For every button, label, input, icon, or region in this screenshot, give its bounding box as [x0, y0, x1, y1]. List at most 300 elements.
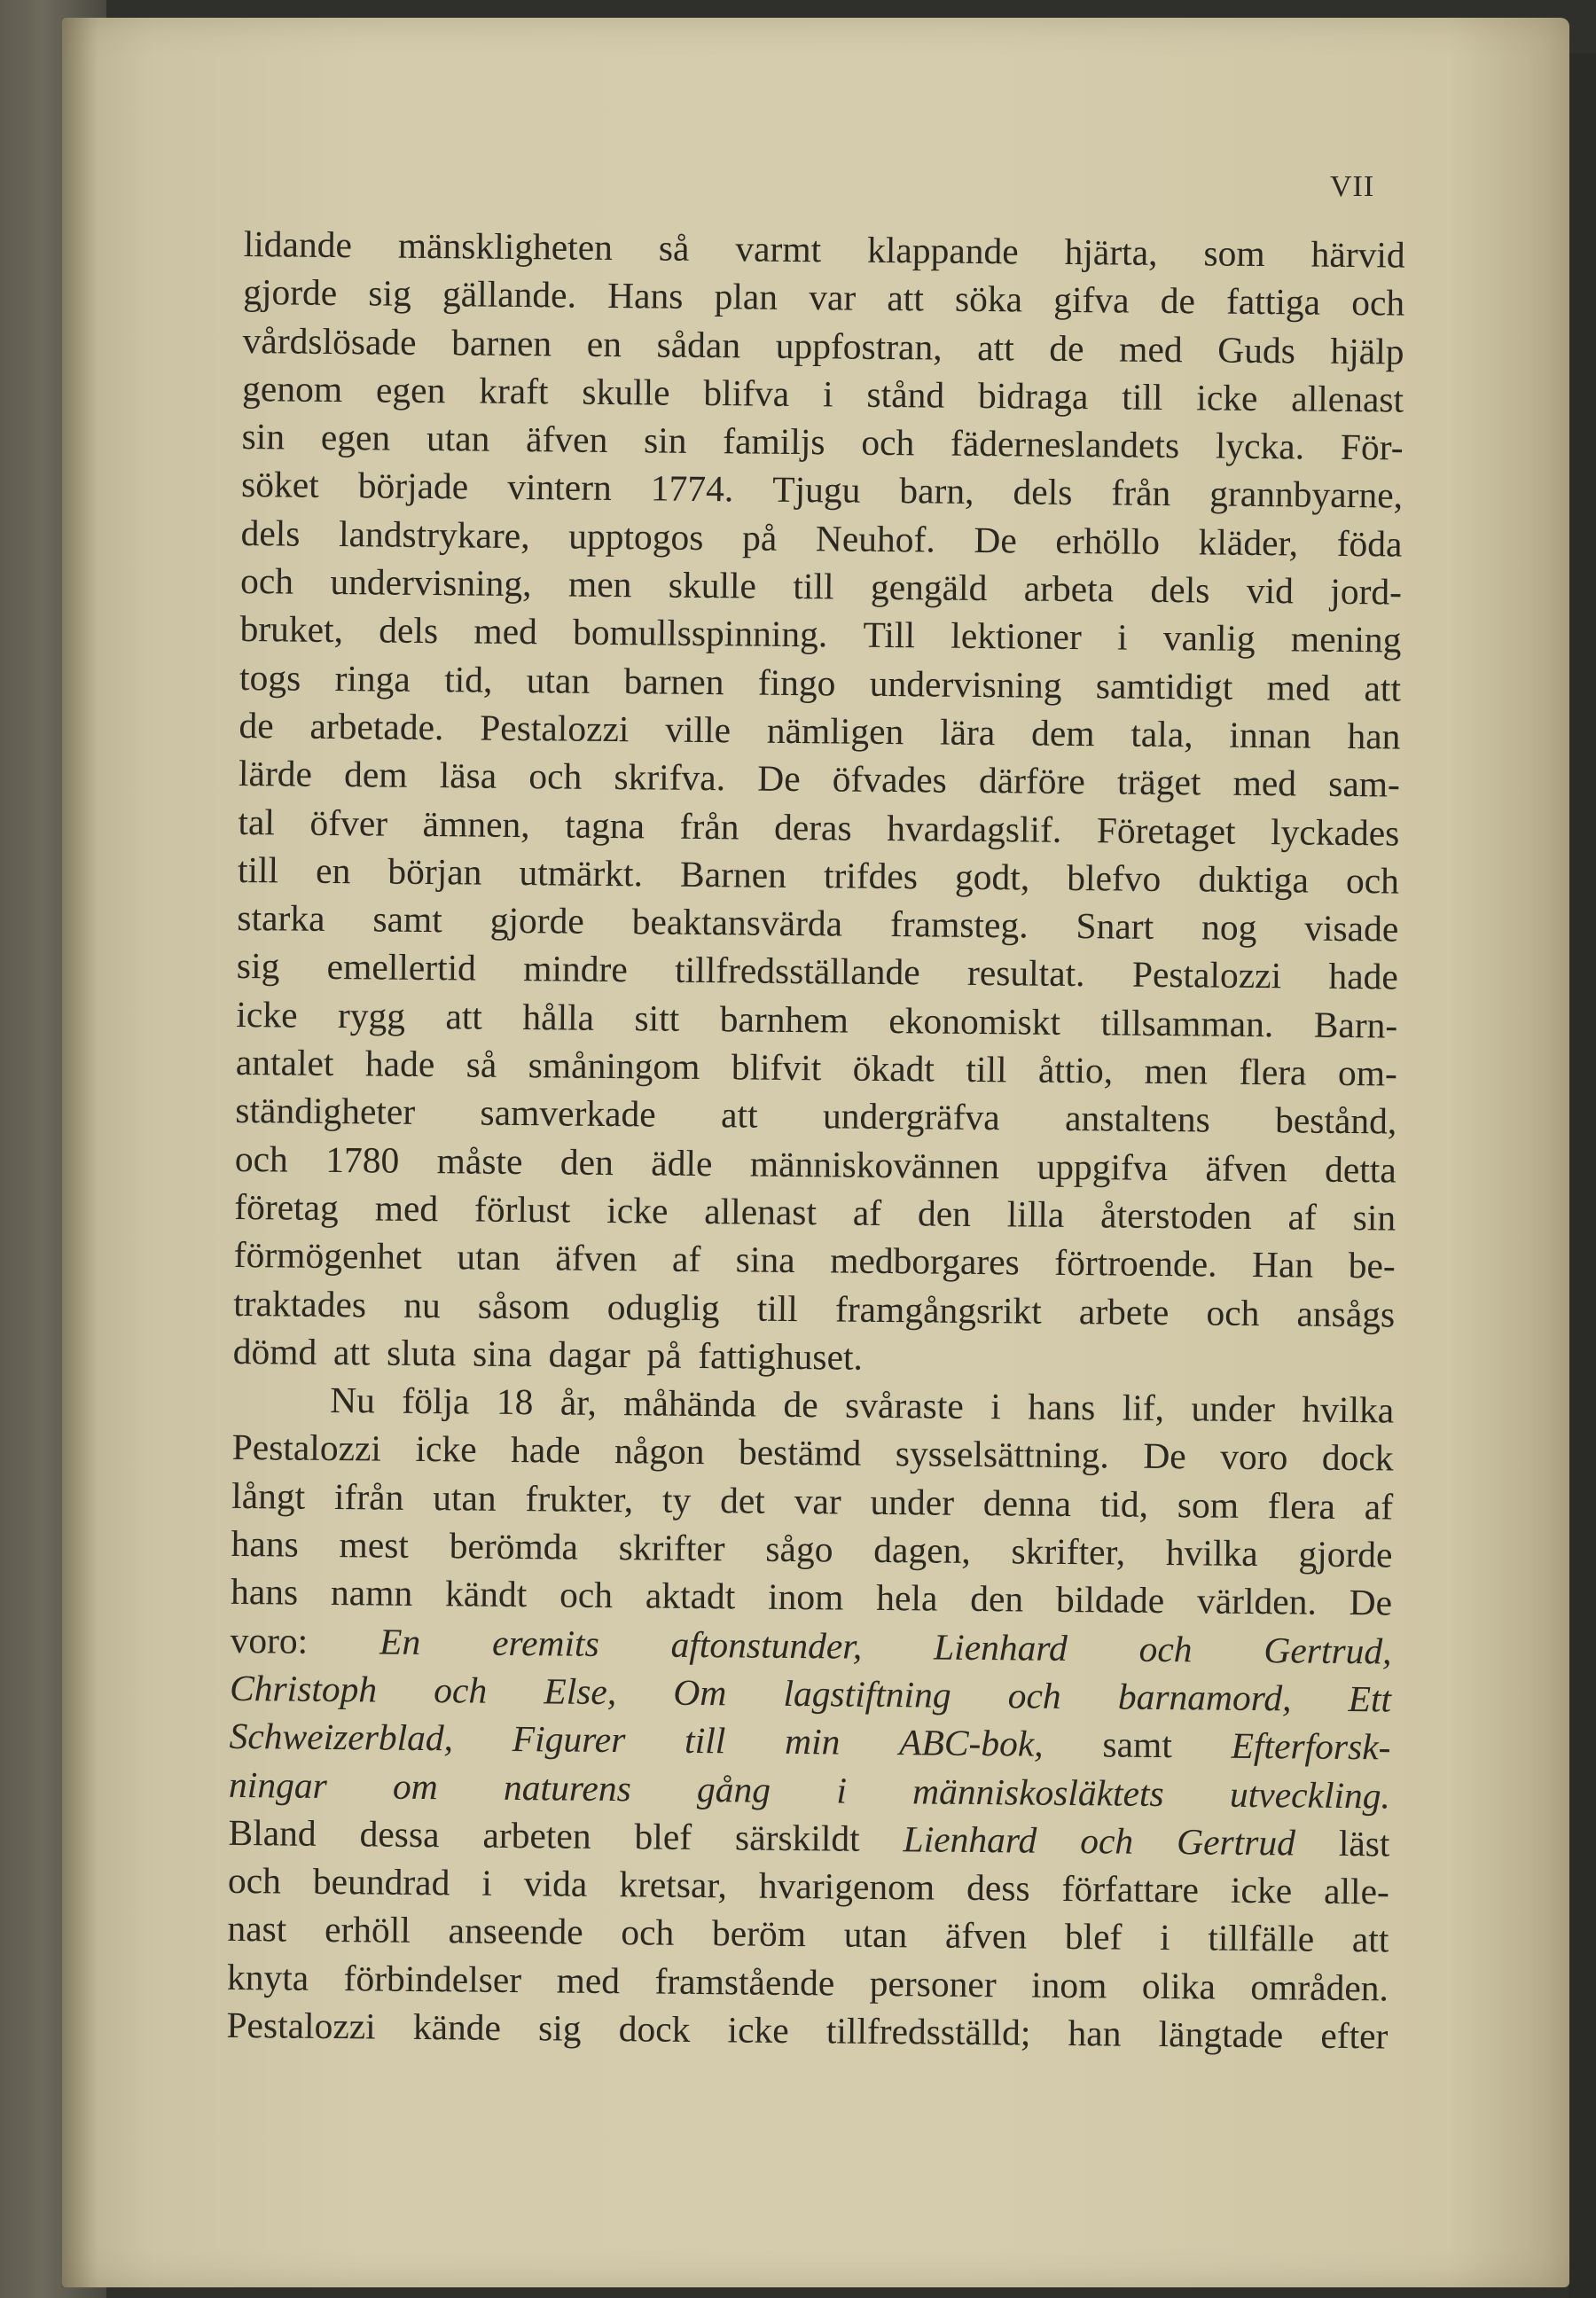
word: dömd	[232, 1330, 317, 1372]
word: En	[379, 1621, 421, 1662]
book-cover-right	[1569, 53, 1596, 2298]
word: han	[1347, 715, 1401, 757]
word: förbindelser	[343, 1957, 522, 2000]
word: framgångsrikt	[834, 1287, 1043, 1332]
word: undervisning,	[330, 561, 532, 605]
word: tillfredsställande	[674, 950, 920, 993]
word: dagen,	[873, 1528, 971, 1571]
word: lära	[939, 711, 996, 754]
word: De	[974, 519, 1018, 561]
word: de	[1049, 327, 1084, 369]
word: svåraste	[844, 1384, 965, 1426]
word: framstående	[654, 1960, 835, 2004]
word: och	[1351, 282, 1405, 324]
word: Om	[673, 1671, 727, 1714]
word: De	[1349, 1582, 1393, 1623]
word: att	[887, 277, 925, 319]
word: var	[794, 1480, 841, 1522]
word: på	[741, 517, 778, 559]
word: med	[1118, 328, 1183, 370]
word: voro:	[230, 1619, 309, 1661]
word: vårdslösade	[242, 319, 417, 363]
word: dock	[618, 2008, 691, 2050]
word: icke	[1230, 1869, 1293, 1911]
word: läsa	[439, 754, 497, 797]
word: fäderneslandets	[950, 422, 1180, 466]
word: dels	[379, 609, 439, 652]
word: och	[528, 755, 583, 797]
word: till	[793, 566, 834, 607]
word: Neuhof.	[815, 517, 935, 560]
word: i	[1159, 1917, 1170, 1958]
word: frukter,	[525, 1477, 634, 1520]
word: följa	[402, 1380, 470, 1422]
word: började	[357, 465, 469, 507]
word: som	[1177, 1483, 1240, 1526]
word: bestånd,	[1274, 1099, 1397, 1142]
word: och	[861, 421, 915, 464]
word: såsom	[477, 1285, 570, 1327]
word: människovännen	[749, 1143, 1000, 1186]
word: visade	[1304, 907, 1399, 950]
word: gällande.	[442, 273, 577, 316]
word: Pestalozzi	[1131, 954, 1282, 997]
word: tagna	[565, 804, 645, 846]
word: Pestalozzi	[479, 707, 630, 750]
word: dels	[240, 512, 301, 554]
word: mening	[1290, 618, 1402, 660]
word: i	[481, 1862, 493, 1903]
word: gjorde	[489, 899, 585, 942]
word: skrifva.	[614, 756, 726, 799]
word: vintern	[507, 466, 613, 509]
word: tala,	[1130, 713, 1193, 755]
word: hvilka	[1302, 1388, 1395, 1431]
word: Efterforsk-	[1231, 1724, 1391, 1768]
word: tillsamman.	[1100, 1002, 1274, 1044]
word: mänskligheten	[397, 224, 614, 268]
word: under	[1191, 1387, 1276, 1430]
word: om-	[1337, 1051, 1398, 1094]
word: undervisning	[869, 662, 1062, 706]
word: äfven	[555, 1237, 638, 1279]
word: träget	[1116, 761, 1201, 803]
word: måhända	[623, 1382, 757, 1425]
word: blefvo	[1067, 856, 1162, 899]
word: hvardagslif.	[886, 807, 1062, 850]
word: Pestalozzi	[231, 1426, 382, 1469]
word: anstaltens	[1064, 1098, 1210, 1140]
word: ifrån	[333, 1475, 404, 1518]
word: söka	[954, 278, 1023, 320]
word: sig	[537, 2007, 582, 2049]
word: undergräfva	[822, 1095, 1000, 1138]
word: Lienhard	[903, 1818, 1037, 1861]
word: öfver	[309, 801, 388, 844]
word: beröm	[711, 1912, 807, 1955]
word: och	[559, 1574, 614, 1616]
word: fingo	[757, 661, 836, 704]
word: en	[315, 849, 351, 892]
word: vida	[523, 1863, 588, 1904]
word: Bland	[228, 1811, 317, 1854]
word: De	[757, 757, 801, 800]
word: sin	[643, 419, 687, 461]
word: dels	[1013, 471, 1073, 513]
word: af	[671, 1238, 701, 1280]
word: hade	[1328, 956, 1399, 997]
word: och	[1206, 1292, 1260, 1333]
word: till	[684, 1720, 726, 1762]
word: ständigheter	[235, 1090, 416, 1133]
word: till	[756, 1287, 799, 1329]
word: traktades	[233, 1282, 367, 1325]
word: fattiga	[1225, 280, 1321, 323]
word: dock	[1321, 1437, 1394, 1479]
word: uppfostran,	[775, 324, 943, 368]
word: och	[621, 1911, 675, 1954]
word: För-	[1340, 426, 1404, 468]
word: vanlig	[1162, 617, 1256, 660]
word: dessa	[359, 1813, 440, 1855]
word: de	[783, 1384, 818, 1426]
word: Han	[1251, 1244, 1314, 1286]
word: kläder,	[1198, 521, 1299, 564]
word: utan	[457, 1236, 521, 1278]
word: så	[658, 227, 690, 269]
word: arbetade.	[309, 705, 444, 748]
word: samtidigt	[1095, 664, 1233, 707]
word: en	[586, 323, 622, 364]
word: af	[852, 1192, 882, 1233]
word: ningar	[228, 1763, 327, 1806]
word: oduglig	[606, 1286, 720, 1328]
word: godt,	[954, 856, 1030, 898]
word: resultat.	[966, 952, 1085, 995]
word: aktadt	[645, 1575, 736, 1617]
word: utan	[526, 659, 591, 701]
word: utan	[426, 418, 490, 459]
word: upptogos	[568, 515, 704, 558]
word: flera	[1267, 1484, 1336, 1527]
word: gengäld	[870, 566, 988, 609]
word: barnen	[451, 321, 552, 363]
word: sysselsättning.	[895, 1433, 1110, 1476]
word: medborgares	[829, 1239, 1021, 1283]
word: öfvades	[832, 758, 948, 801]
word: voro	[1220, 1436, 1288, 1478]
word: åttio,	[1037, 1049, 1114, 1091]
word: att	[720, 1094, 758, 1136]
word: sin	[241, 416, 286, 457]
word: områden.	[1250, 1966, 1389, 2009]
word: lif,	[1122, 1387, 1165, 1429]
word: och	[239, 560, 294, 602]
word: klappande	[866, 229, 1019, 272]
word: De	[1143, 1435, 1186, 1477]
word: trifdes	[823, 855, 919, 897]
word: längtade	[1158, 2013, 1284, 2056]
word: arbeta	[1023, 567, 1115, 610]
word: duktiga	[1198, 858, 1310, 901]
word: icke	[236, 993, 298, 1036]
word: naturens	[503, 1766, 631, 1809]
word: beundrad	[312, 1860, 450, 1903]
word: förtroende.	[1054, 1242, 1217, 1285]
word: berömda	[449, 1525, 579, 1567]
word: Barn-	[1313, 1004, 1398, 1046]
word: skrifter,	[1011, 1530, 1126, 1573]
word: men	[1144, 1050, 1209, 1092]
word: gjorde	[242, 271, 338, 314]
word: föda	[1336, 522, 1403, 565]
word: blef	[634, 1816, 692, 1857]
word: världen.	[1196, 1580, 1318, 1622]
word: 1780	[325, 1138, 400, 1181]
word: förlust	[473, 1188, 571, 1231]
word: framsteg.	[889, 903, 1029, 946]
word: småningom	[528, 1044, 700, 1088]
word: författare	[1061, 1868, 1200, 1911]
word: erhöll	[324, 1909, 411, 1951]
word: olika	[1141, 1965, 1217, 2007]
page-number: VII	[1330, 170, 1375, 203]
word: tid,	[1099, 1483, 1149, 1525]
word: Schweizerblad,	[229, 1716, 454, 1759]
word: i	[836, 1769, 848, 1811]
word: hans	[230, 1571, 299, 1613]
word: hjärta,	[1064, 231, 1158, 273]
word: bildade	[1055, 1579, 1165, 1622]
word: erhöllo	[1055, 520, 1161, 562]
word: utan	[433, 1476, 497, 1519]
word: nu	[403, 1284, 441, 1325]
word: plan	[714, 276, 778, 318]
word: 18	[496, 1380, 534, 1423]
word: icke	[415, 1428, 477, 1471]
word: icke	[727, 2009, 789, 2051]
word: aftonstunder,	[670, 1623, 863, 1667]
word: uppgifva	[1037, 1145, 1169, 1188]
word: ABC-bok,	[898, 1722, 1044, 1764]
word: hålla	[522, 996, 595, 1038]
word: tillfälle	[1208, 1917, 1315, 1960]
word: ämnen,	[422, 802, 530, 845]
word: på	[646, 1334, 682, 1376]
word: allenast	[1291, 378, 1404, 420]
word: barnen	[623, 660, 724, 702]
word: det	[719, 1479, 766, 1521]
word: söket	[240, 464, 319, 506]
word: familjs	[723, 420, 825, 463]
word: hjälp	[1330, 330, 1404, 372]
word: 1774.	[650, 467, 734, 510]
page-gutter	[62, 18, 98, 2287]
word: att	[977, 326, 1014, 368]
word: i	[1116, 616, 1128, 658]
word: Guds	[1217, 329, 1296, 371]
word: år,	[559, 1381, 598, 1424]
word: samverkade	[480, 1091, 656, 1135]
word: dem	[1030, 712, 1095, 754]
word: bestämd	[738, 1431, 862, 1474]
word: alle-	[1323, 1870, 1390, 1912]
word: Nu	[330, 1380, 376, 1421]
word: bomullsspinning.	[572, 611, 828, 655]
word: lyckades	[1270, 810, 1400, 854]
word: efter	[1320, 2014, 1389, 2057]
word: den	[970, 1578, 1024, 1620]
word: sin	[1352, 1196, 1396, 1239]
word: den	[559, 1141, 614, 1183]
word: nast	[227, 1908, 287, 1950]
word: sluta	[386, 1332, 457, 1374]
word: genom	[241, 367, 343, 410]
word: till	[237, 848, 279, 891]
word: Snart	[1076, 905, 1154, 948]
word: äfven	[944, 1915, 1028, 1957]
word: hvilka	[1165, 1532, 1258, 1575]
word: sitt	[634, 997, 680, 1039]
word: att	[445, 995, 483, 1037]
word: människosläktets	[911, 1770, 1164, 1814]
word: anseende	[448, 1910, 583, 1953]
word: skulle	[582, 371, 670, 413]
word: starka	[237, 897, 325, 940]
word: ädle	[651, 1142, 713, 1184]
word: fattighuset.	[698, 1334, 864, 1378]
word: mindre	[523, 948, 629, 990]
word: stånd	[866, 373, 945, 416]
word: om	[392, 1765, 438, 1807]
word: arbeten	[482, 1814, 591, 1856]
word: jord-	[1330, 570, 1403, 613]
word: till	[966, 1048, 1007, 1090]
word: Christoph	[229, 1667, 378, 1710]
word: ansågs	[1296, 1292, 1396, 1335]
word: sina	[735, 1239, 795, 1281]
word: emellertid	[326, 946, 477, 989]
word: därföre	[978, 760, 1086, 802]
word: och	[1345, 859, 1400, 902]
word: blef	[1064, 1916, 1123, 1958]
word: nämligen	[766, 709, 904, 753]
word: rygg	[337, 994, 406, 1036]
word: med	[1232, 762, 1297, 804]
word: inom	[1030, 1964, 1107, 2006]
word: arbete	[1078, 1290, 1170, 1333]
word: flera	[1239, 1051, 1307, 1093]
word: dagar	[548, 1333, 631, 1376]
word: gång	[696, 1768, 771, 1810]
word: med	[1266, 666, 1331, 708]
word: tid,	[444, 658, 493, 700]
word: icke	[606, 1189, 669, 1231]
word: och	[1007, 1675, 1061, 1716]
word: tal	[238, 801, 276, 842]
word: hans	[1028, 1386, 1096, 1428]
word: Företaget	[1096, 809, 1236, 852]
word: ekonomiskt	[888, 999, 1061, 1043]
word: beaktansvärda	[631, 901, 843, 944]
word: barn,	[899, 470, 974, 512]
word: han	[1068, 2013, 1122, 2054]
word: sam-	[1327, 763, 1401, 805]
word: den	[917, 1192, 972, 1234]
word: till	[1122, 376, 1163, 418]
word: gifva	[1053, 279, 1130, 321]
word: lidande	[243, 223, 353, 266]
word: togs	[239, 656, 301, 699]
word: Till	[863, 614, 916, 656]
word: från	[679, 805, 739, 847]
word: läst	[1338, 1822, 1390, 1864]
word: ringa	[334, 657, 411, 700]
word: lilla	[1006, 1193, 1065, 1235]
word: med	[556, 1959, 621, 2001]
word: utan	[843, 1913, 908, 1956]
word: dess	[966, 1867, 1030, 1909]
word: varmt	[735, 228, 822, 270]
word: med	[473, 610, 538, 653]
word: så	[466, 1043, 497, 1085]
word: gjorde	[1298, 1533, 1393, 1575]
word: kände	[412, 2005, 502, 2048]
word: dem	[343, 754, 408, 796]
word: knyta	[226, 1956, 309, 1998]
word: blifva	[703, 371, 790, 414]
word: Barnen	[679, 853, 787, 895]
word: af	[1287, 1196, 1318, 1238]
word: Figurer	[512, 1718, 626, 1761]
word: lagstiftning	[783, 1672, 951, 1716]
word: samt	[1102, 1724, 1173, 1766]
word: med	[374, 1187, 439, 1230]
word: företag	[234, 1185, 340, 1229]
word: be-	[1348, 1245, 1396, 1286]
word: Gertrud,	[1264, 1629, 1392, 1672]
word: från	[1111, 472, 1171, 514]
word: nog	[1201, 906, 1257, 949]
word: Lienhard	[933, 1626, 1068, 1669]
word: barnhem	[719, 997, 849, 1041]
word: återstoden	[1099, 1194, 1252, 1237]
word: någon	[614, 1430, 705, 1473]
word: och	[234, 1137, 288, 1180]
word: dels	[1150, 568, 1210, 611]
word: Gertrud	[1176, 1820, 1296, 1864]
word: vid	[1246, 569, 1295, 612]
word: bidraga	[977, 374, 1089, 418]
word: kändt	[444, 1573, 528, 1615]
word: att	[1351, 1919, 1389, 1960]
word: eremits	[491, 1622, 599, 1664]
word: förmögenhet	[233, 1234, 423, 1278]
word: sådan	[656, 324, 741, 365]
word: blifvit	[731, 1046, 822, 1089]
word: måste	[436, 1139, 523, 1182]
word: Else,	[544, 1670, 617, 1713]
word: lektioner	[951, 615, 1083, 658]
word: under	[870, 1481, 955, 1523]
word: af	[1364, 1485, 1394, 1528]
word: antalet	[235, 1042, 334, 1084]
word: skulle	[668, 564, 757, 606]
word: äfven	[1205, 1147, 1287, 1189]
word: sig	[236, 945, 280, 987]
word: utveckling.	[1229, 1773, 1391, 1816]
word: att	[332, 1331, 371, 1373]
